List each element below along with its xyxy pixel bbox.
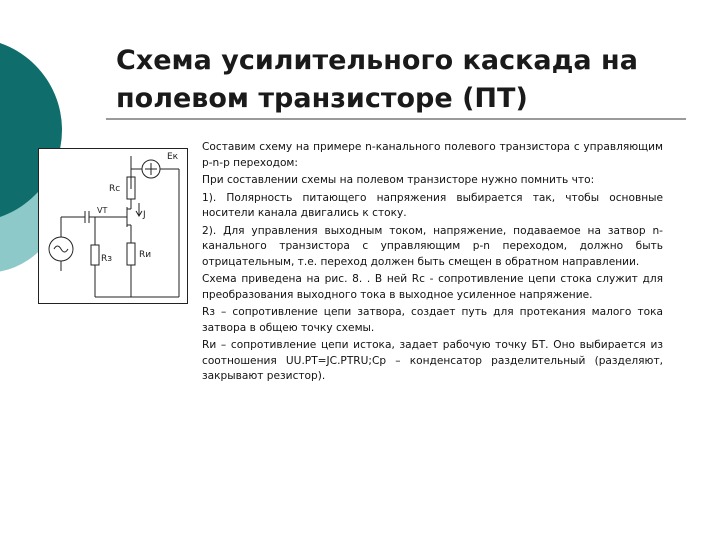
body-text [202, 140, 663, 387]
title-line-1: Схема усилительного каскада на [116, 45, 638, 76]
label-current: J [143, 210, 146, 220]
paragraph-intro: Составим схему на примере n-канального полевого транзистора с управляющим p-n-p переходом: [202, 141, 663, 169]
paragraph-source-resistor: Rи – сопротивление цепи истока, задает рабочую точку БТ. Оно выбирается из соотношения UU.PT=JC.PTRU;Cр – конденсатор разделительный (разделяют, закрывают резистор). [202, 339, 663, 382]
circuit-schematic [39, 149, 187, 303]
title-line-2: полевом транзисторе (ПТ) [116, 83, 528, 114]
paragraph-figure-ref: Схема приведена на рис. 8. . В ней Rс - сопротивление цепи стока служит для преобразования выходного тока в выходное усиленное напряжение. [202, 273, 663, 301]
label-supply: Eк [167, 152, 179, 162]
label-drain-resistor: Rc [109, 184, 121, 194]
paragraph-point-1: 1). Полярность питающего напряжения выбирается так, чтобы основные носители канала двигались к стоку. [202, 191, 663, 219]
paragraph-remember: При составлении схемы на полевом транзисторе нужно помнить что: [202, 174, 595, 186]
paragraph-gate-resistor: Rз – сопротивление цепи затвора, создает путь для протекания малого тока затвора в общею точку схемы. [202, 306, 663, 334]
paragraph-point-2: 2). Для управления выходным током, напряжение, подаваемое на затвор n-канального транзистора с управляющим p-n переходом, должно быть отрицательным, т.е. переход должен быть смещен в обратном направлении. [202, 224, 663, 268]
label-source-resistor: Rи [139, 250, 152, 260]
circuit-diagram [38, 148, 188, 304]
label-transistor: VT [97, 206, 108, 215]
slide-title [116, 42, 696, 118]
title-divider [106, 118, 686, 120]
label-gate-resistor: Rз [101, 254, 113, 264]
